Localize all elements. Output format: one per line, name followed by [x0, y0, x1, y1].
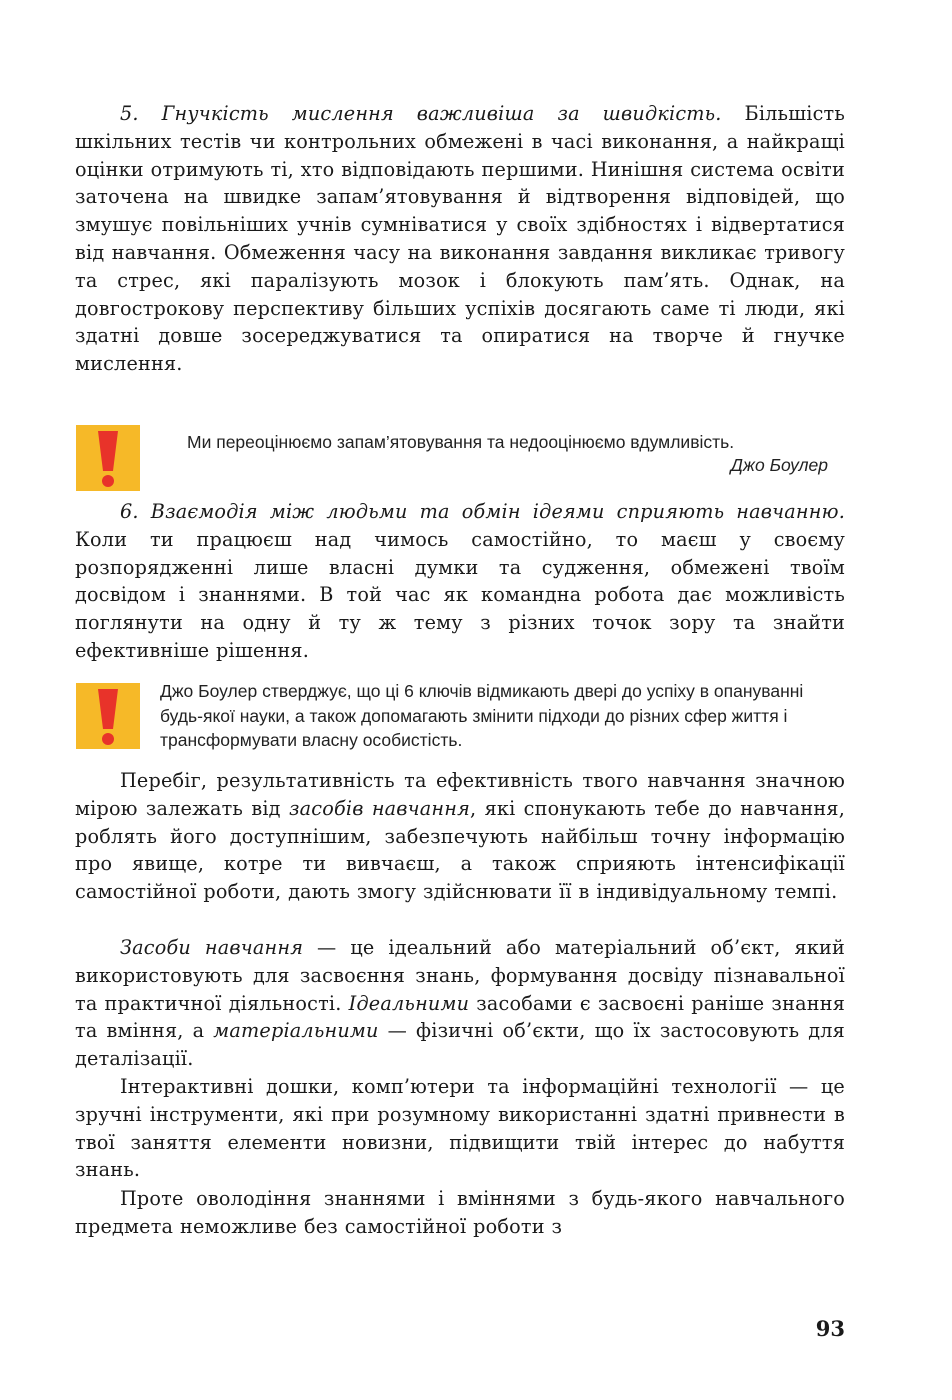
definition-part-2: засобами є засвоєні раніше знання та вміння, а [75, 991, 846, 1043]
note-2-text: Джо Боулер стверджує, що ці 6 ключів відмикають двері до успіху в опануванні будь-якої науки, а також допомагають змінити підходи до різних сфер життя і трансформувати власну особистість. [160, 681, 804, 750]
note-1-author: Джо Боулер [730, 455, 828, 475]
page-number: 93 [815, 1316, 845, 1341]
paragraph-6 [75, 498, 845, 665]
term-ideal: Ідеальними [348, 991, 470, 1015]
definition-part-1: — це ідеальний або матеріальний об’єкт, який використовують для засвоєння знань, формування досвіду пізнавальної та практичної діяльності. [75, 936, 845, 1015]
paragraph-6-title: 6. Взаємодія між людьми та обмін ідеями сприяють навчанню. [120, 500, 845, 523]
paragraph-definition [75, 934, 845, 1073]
term-definition: Засоби навчання [120, 936, 304, 959]
paragraph-last: Проте оволодіння знаннями і вміннями з будь-якого навчального предмета неможливе без самостійної роботи з [75, 1187, 845, 1238]
paragraph-5 [75, 100, 845, 378]
paragraph-means [75, 767, 845, 906]
definition-part-3: — фізичні об’єкти, що їх застосовують для деталізації. [75, 1019, 845, 1071]
paragraph-interactive: Інтерактивні дошки, комп’ютери та інформаційні технології — це зручні інструменти, які при розумному використанні здатні привнести в твої заняття елементи новизни, підвищити твій інтерес до набуття знань. [75, 1075, 845, 1182]
paragraph-5-title: 5. Гнучкість мислення важливіша за швидкість. [120, 102, 722, 125]
exclamation-icon [76, 683, 140, 749]
paragraph-means-after: , які спонукають тебе до навчання, роблять його доступнішим, забезпечують найбільш точну інформацію про явище, котре ти вивчаєш, а також сприяють інтенсифікації самостійної роботи, дають змогу здійснювати її в індивідуальному темпі. [75, 796, 846, 904]
term-means: засобів навчання [288, 796, 471, 820]
paragraph-5-text: Більшість шкільних тестів чи контрольних обмежені в часі виконання, а найкращі оцінки отримують ті, хто відповідають першими. Нинішня система освіти заточена на швидке запам’ятовування й відтворення відповідей, що змушує повільніших учнів сумніватися у своїх здібностях і відвертатися від навчання. Обмеження часу на виконання завдання викликає тривогу та стрес, які паралізують мозок і блокують пам’ять. Однак, на довгострокову перспективу більших успіхів досягають саме ті люди, які здатні довше зосереджуватися та опиратися на творче й гнучке мислення. [75, 102, 845, 376]
term-material: матеріальними [213, 1019, 379, 1043]
paragraph-means-before: Перебіг, результативність та ефективність твого навчання значною мірою залежать від [75, 769, 845, 820]
exclamation-icon [76, 425, 140, 491]
note-1-quote: Ми переоцінюємо запам’ятовування та недооцінюємо вдумливість. [187, 432, 735, 452]
paragraph-6-text: Коли ти працюєш над чимось самостійно, то маєш у своєму розпорядженні лише власні думки та судження, обмежені твоїм досвідом і знаннями. В той час як командна робота дає можливість поглянути на одну й ту ж тему з різних точок зору та знайти ефективніше рішення. [75, 527, 845, 662]
